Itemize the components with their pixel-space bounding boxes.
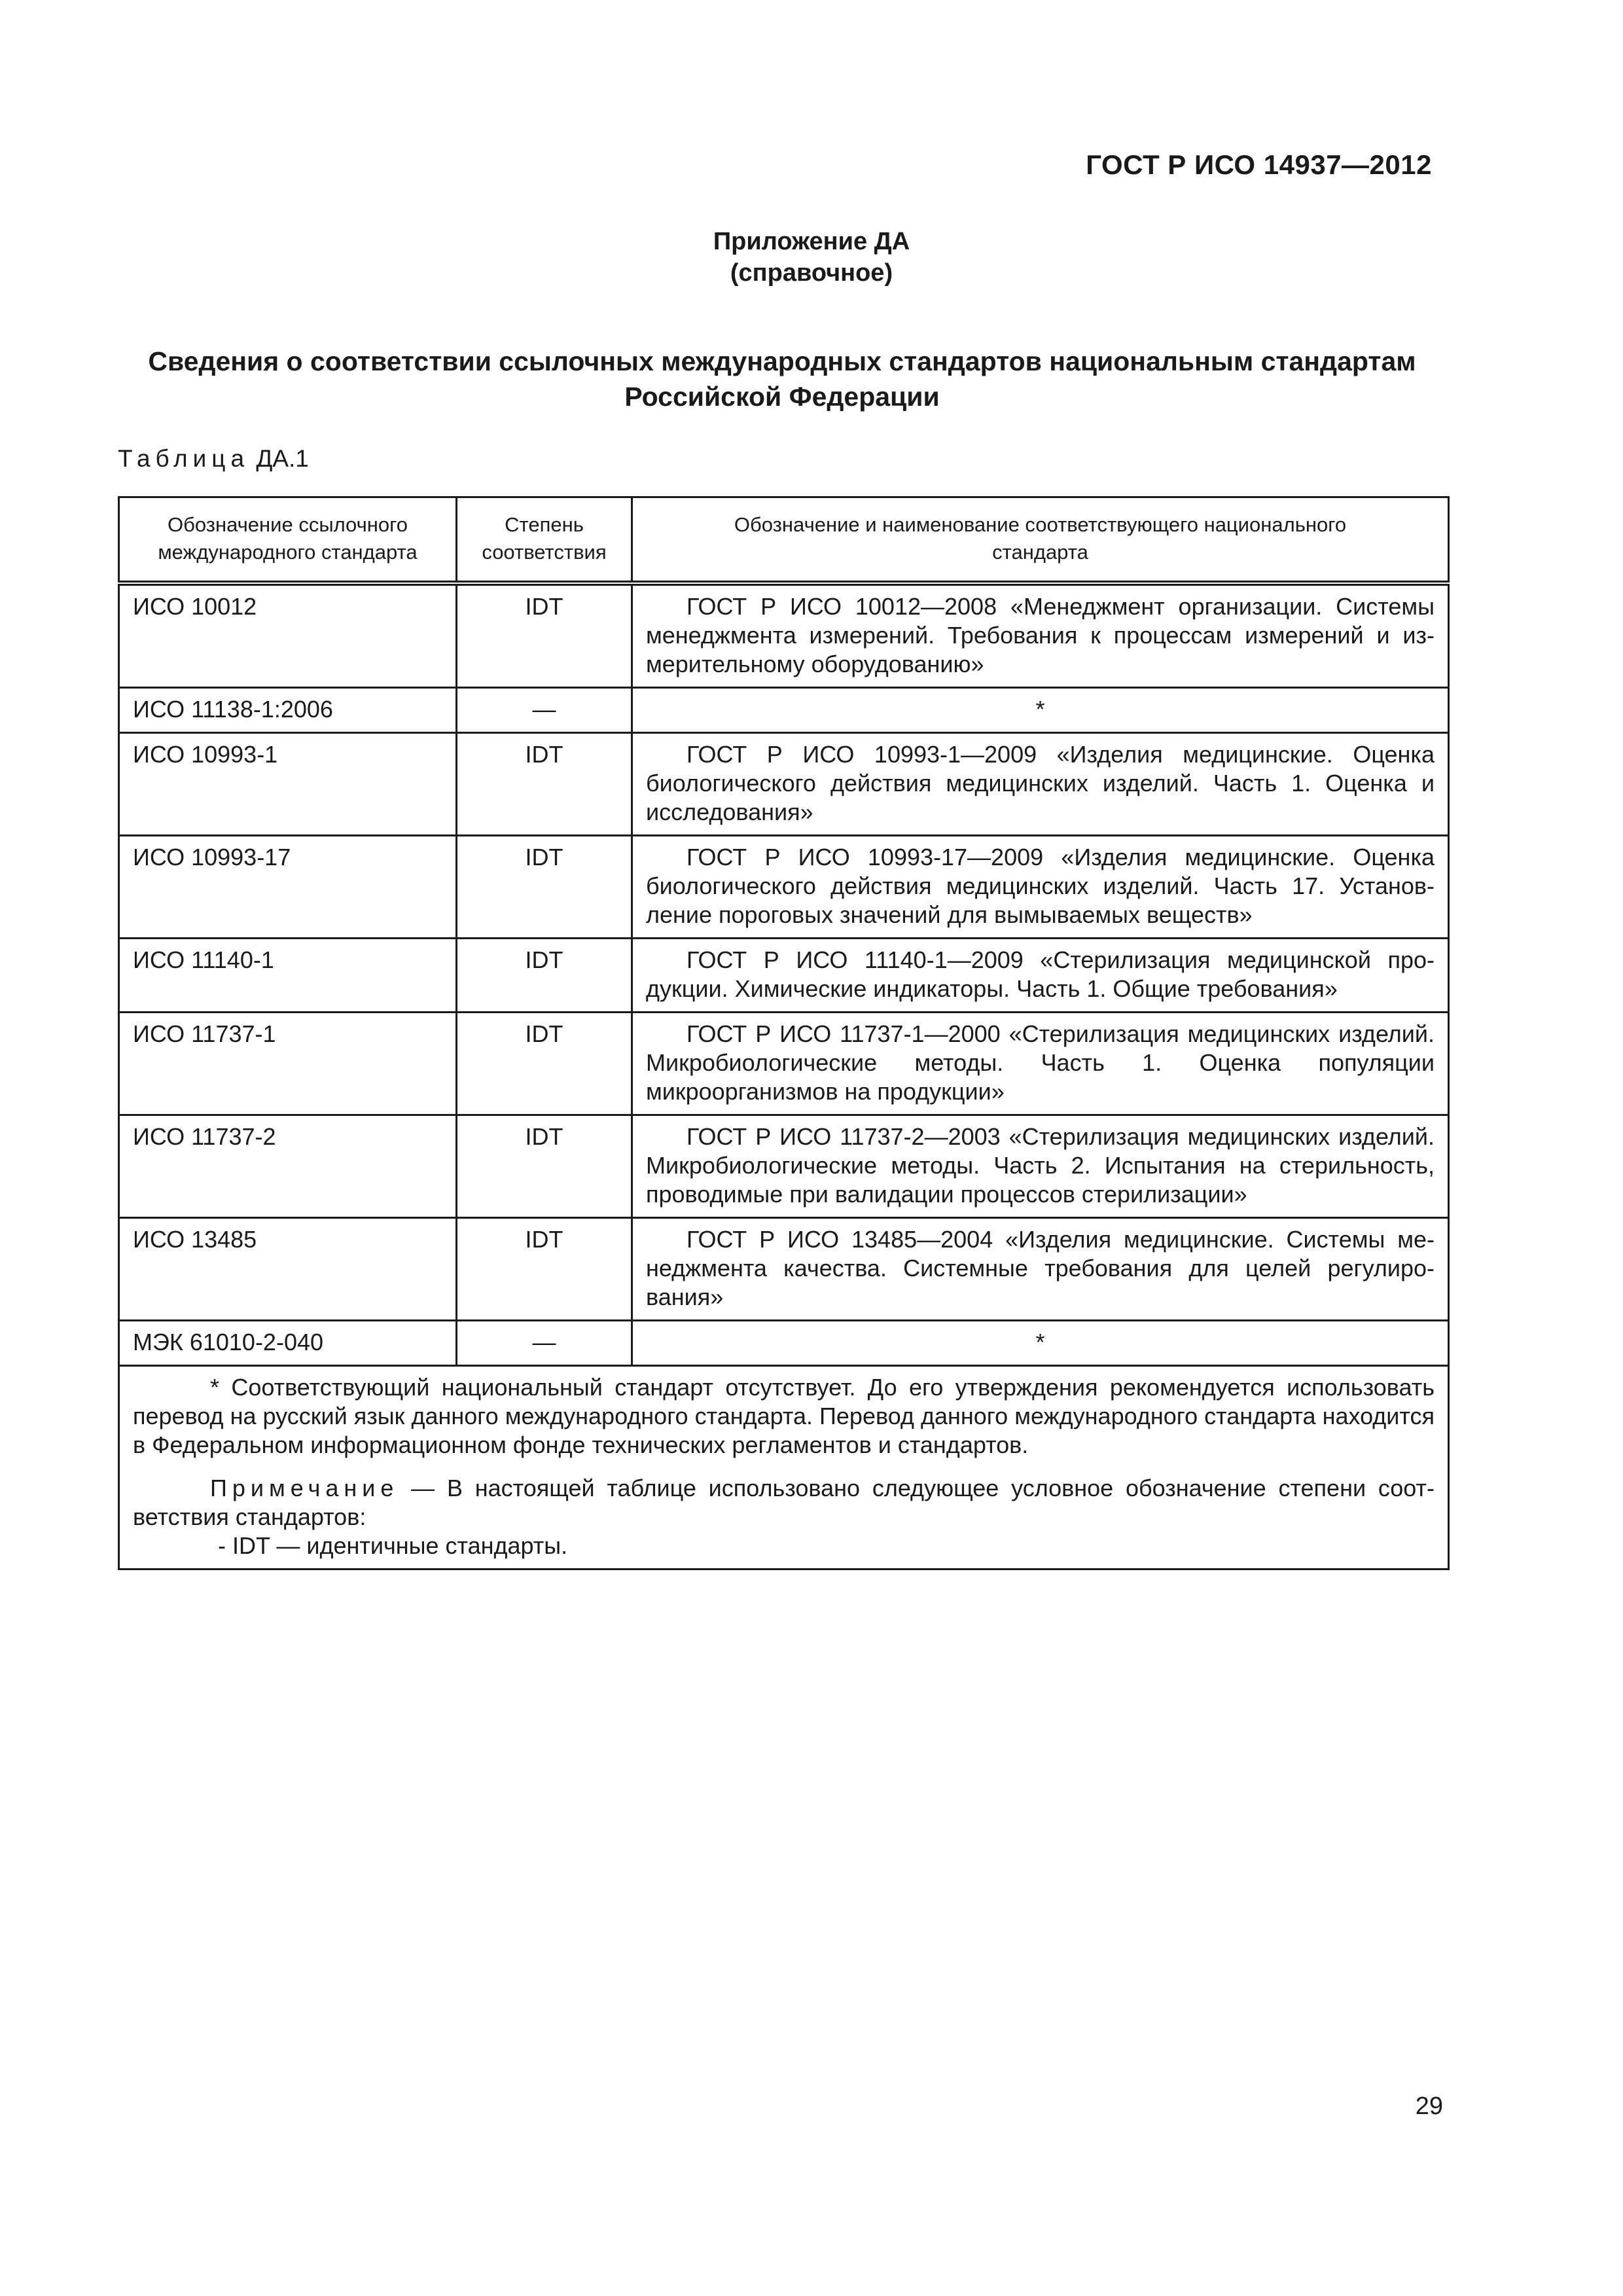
row-national-standard: * [632, 688, 1449, 733]
table-row [119, 1218, 1449, 1321]
row-code: ИСО 10993-1 [119, 733, 457, 836]
row-code: ИСО 13485 [119, 1218, 457, 1321]
page-number: 29 [1415, 2092, 1443, 2120]
row-national-standard: ГОСТ Р ИСО 10012—2008 «Менеджмент организации. Системы менеджмента измерений. Требования к процессам измерений и измерительному оборудованию» [632, 583, 1449, 688]
appendix-subtitle: (справочное) [730, 259, 893, 287]
appendix-heading [0, 226, 1623, 289]
table-footnote: * Соответствующий национальный стандарт отсутствует. До его утверждения рекомендуется использовать перевод на русский язык данного международного стандарта. Перевод данного международного стандарта находится в Федеральном информационном фонде технических регламентов и стандартов. [133, 1374, 1435, 1458]
table-notes [119, 1366, 1449, 1570]
row-national-standard: ГОСТ Р ИСО 10993-1—2009 «Изделия медицинские. Оценка биологического действия медицинских изделий. Часть 1. Оценка и исследования» [632, 733, 1449, 836]
table-row [119, 939, 1449, 1013]
row-degree: IDT [457, 583, 632, 688]
note-text: — В настоящей таблице использовано следующее условное обозначение степени соответствия стандартов: [133, 1475, 1435, 1530]
table-notes-row [119, 1366, 1449, 1570]
table-note [133, 1474, 1435, 1532]
row-code: МЭК 61010-2-040 [119, 1321, 457, 1366]
row-national-standard: ГОСТ Р ИСО 11737-1—2000 «Стерилизация медицинских изделий. Микробиологические методы. Часть 1. Оценка популяции микроорганизмов на продукции» [632, 1013, 1449, 1115]
table-caption [118, 445, 309, 473]
row-degree: IDT [457, 939, 632, 1013]
section-title-line-1: Сведения о соответствии ссылочных международных стандартов национальным стандартам [148, 346, 1416, 376]
header-col2-line-2: соответствия [482, 541, 607, 564]
table-row [119, 1115, 1449, 1218]
table-header-row [119, 497, 1449, 584]
header-national-standard [632, 497, 1449, 584]
note-label: Примечание [210, 1475, 399, 1501]
table-row [119, 688, 1449, 733]
table-row [119, 1013, 1449, 1115]
header-reference-standard [119, 497, 457, 584]
row-code: ИСО 11140-1 [119, 939, 457, 1013]
table-row [119, 733, 1449, 836]
header-col2-line-1: Степень [505, 513, 584, 536]
table-caption-number: ДА.1 [256, 445, 309, 472]
row-national-standard: * [632, 1321, 1449, 1366]
header-col3-line-1: Обозначение и наименование соответствующего национального [734, 513, 1347, 536]
table-row [119, 836, 1449, 939]
document-code: ГОСТ Р ИСО 14937—2012 [1086, 149, 1432, 180]
table-caption-label: Таблица [118, 445, 250, 472]
row-national-standard: ГОСТ Р ИСО 11737-2—2003 «Стерилизация медицинских изделий. Микробиологические методы. Часть 2. Испытания на стерильность, проводимые при валидации процессов стерилизации» [632, 1115, 1449, 1218]
table-row [119, 1321, 1449, 1366]
appendix-title: Приложение ДА [713, 228, 910, 255]
header-col1-line-1: Обозначение ссылочного [168, 513, 408, 536]
row-degree: IDT [457, 1218, 632, 1321]
row-national-standard: ГОСТ Р ИСО 11140-1—2009 «Стерилизация медицинской продукции. Химические индикаторы. Часть 1. Общие требования» [632, 939, 1449, 1013]
row-code: ИСО 11737-1 [119, 1013, 457, 1115]
row-degree: — [457, 688, 632, 733]
row-national-standard: ГОСТ Р ИСО 10993-17—2009 «Изделия медицинские. Оценка биологического действия медицинских изделий. Часть 17. Установление пороговых значений для вымываемых веществ» [632, 836, 1449, 939]
note-item: - IDT — идентичные стандарты. [218, 1532, 568, 1559]
row-code: ИСО 11138-1:2006 [119, 688, 457, 733]
header-col3-line-2: стандарта [992, 541, 1088, 564]
row-degree: IDT [457, 733, 632, 836]
row-code: ИСО 10993-17 [119, 836, 457, 939]
table-row [119, 583, 1449, 688]
row-code: ИСО 10012 [119, 583, 457, 688]
row-degree: — [457, 1321, 632, 1366]
row-degree: IDT [457, 1115, 632, 1218]
row-code: ИСО 11737-2 [119, 1115, 457, 1218]
header-col1-line-2: международного стандарта [158, 541, 418, 564]
row-degree: IDT [457, 1013, 632, 1115]
row-national-standard: ГОСТ Р ИСО 13485—2004 «Изделия медицинские. Системы менеджмента качества. Системные требования для целей регулирования» [632, 1218, 1449, 1321]
header-degree [457, 497, 632, 584]
row-degree: IDT [457, 836, 632, 939]
section-title-line-2: Российской Федерации [624, 382, 940, 412]
standards-correspondence-table [118, 496, 1450, 1570]
section-title [118, 344, 1446, 414]
